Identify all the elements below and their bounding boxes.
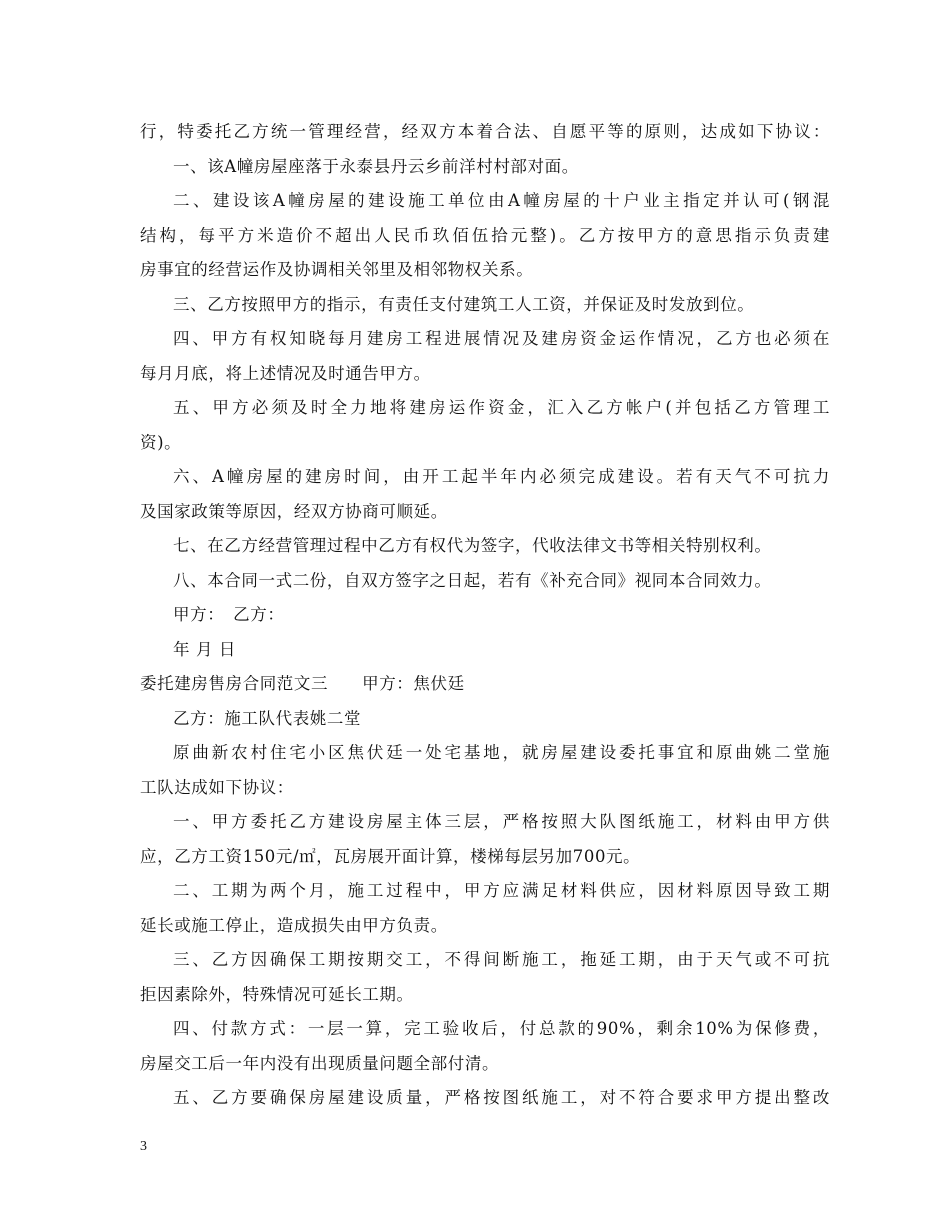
- party-a: 甲方：焦伏廷: [362, 674, 465, 693]
- clause-line: 八、本合同一式二份，自双方签字之日起，若有《补充合同》视同本合同效力。: [173, 570, 772, 590]
- text-line: 房事宜的经营运作及协调相关邻里及相邻物权关系。: [140, 260, 534, 279]
- clause-line: 六、A幢房屋的建房时间，由开工起半年内必须完成建设。若有天气不可抗力: [173, 467, 830, 486]
- section-heading-line: [140, 667, 830, 702]
- clause-line: 原曲新农村住宅小区焦伏廷一处宅基地，就房屋建设委托事宜和原曲姚二堂施: [173, 743, 830, 762]
- page-number: 3: [140, 1139, 147, 1154]
- date-line: 年 月 日: [173, 639, 236, 659]
- text-line: 工队达成如下协议：: [140, 777, 294, 797]
- text-line: 应，乙方工资150元/㎡，瓦房展开面计算，楼梯每层另加700元。: [140, 846, 641, 866]
- text-line: 行，特委托乙方统一管理经营，经双方本着合法、自愿平等的原则，达成如下协议：: [140, 122, 830, 141]
- text-line: 拒因素除外，特殊情况可延长工期。: [140, 984, 414, 1004]
- text-line: 延长或施工停止，造成损失由甲方负责。: [140, 915, 448, 935]
- clause-line: 四、甲方有权知晓每月建房工程进展情况及建房资金运作情况，乙方也必须在: [173, 329, 830, 348]
- clause-line: 二、建设该A幢房屋的建设施工单位由A幢房屋的十户业主指定并认可(钢混: [173, 191, 830, 210]
- text-line: 每月月底，将上述情况及时通告甲方。: [140, 363, 431, 383]
- clause-line: 三、乙方按照甲方的指示，有责任支付建筑工人工资，并保证及时发放到位。: [173, 294, 755, 314]
- signature-parties-line: 甲方： 乙方：: [173, 605, 285, 624]
- clause-line: 一、甲方委托乙方建设房屋主体三层，严格按照大队图纸施工，材料由甲方供: [173, 812, 830, 831]
- party-b-line: 乙方：施工队代表姚二堂: [173, 708, 362, 728]
- section-title: 委托建房售房合同范文三: [140, 674, 329, 693]
- clause-line: 四、付款方式：一层一算，完工验收后，付总款的90%，剩余10%为保修费，: [173, 1019, 830, 1038]
- clause-line: 五、乙方要确保房屋建设质量，严格按图纸施工，对不符合要求甲方提出整改: [173, 1088, 830, 1107]
- clause-line: 三、乙方因确保工期按期交工，不得间断施工，拖延工期，由于天气或不可抗: [173, 950, 830, 969]
- clause-line: 七、在乙方经营管理过程中乙方有权代为签字，代收法律文书等相关特别权利。: [173, 536, 772, 555]
- clause-line: 一、该A幢房屋座落于永泰县丹云乡前洋村村部对面。: [173, 156, 579, 176]
- text-line: 结构，每平方米造价不超出人民币玖佰伍拾元整)。乙方按甲方的意思指示负责建: [140, 225, 830, 245]
- text-line: 资)。: [140, 432, 182, 452]
- clause-line: 二、工期为两个月，施工过程中，甲方应满足材料供应，因材料原因导致工期: [173, 881, 830, 900]
- document-body: [140, 115, 830, 1116]
- clause-line: 五、甲方必须及时全力地将建房运作资金，汇入乙方帐户(并包括乙方管理工: [173, 398, 830, 417]
- text-line: 房屋交工后一年内没有出现质量问题全部付清。: [140, 1053, 500, 1073]
- text-line: 及国家政策等原因，经双方协商可顺延。: [140, 501, 448, 521]
